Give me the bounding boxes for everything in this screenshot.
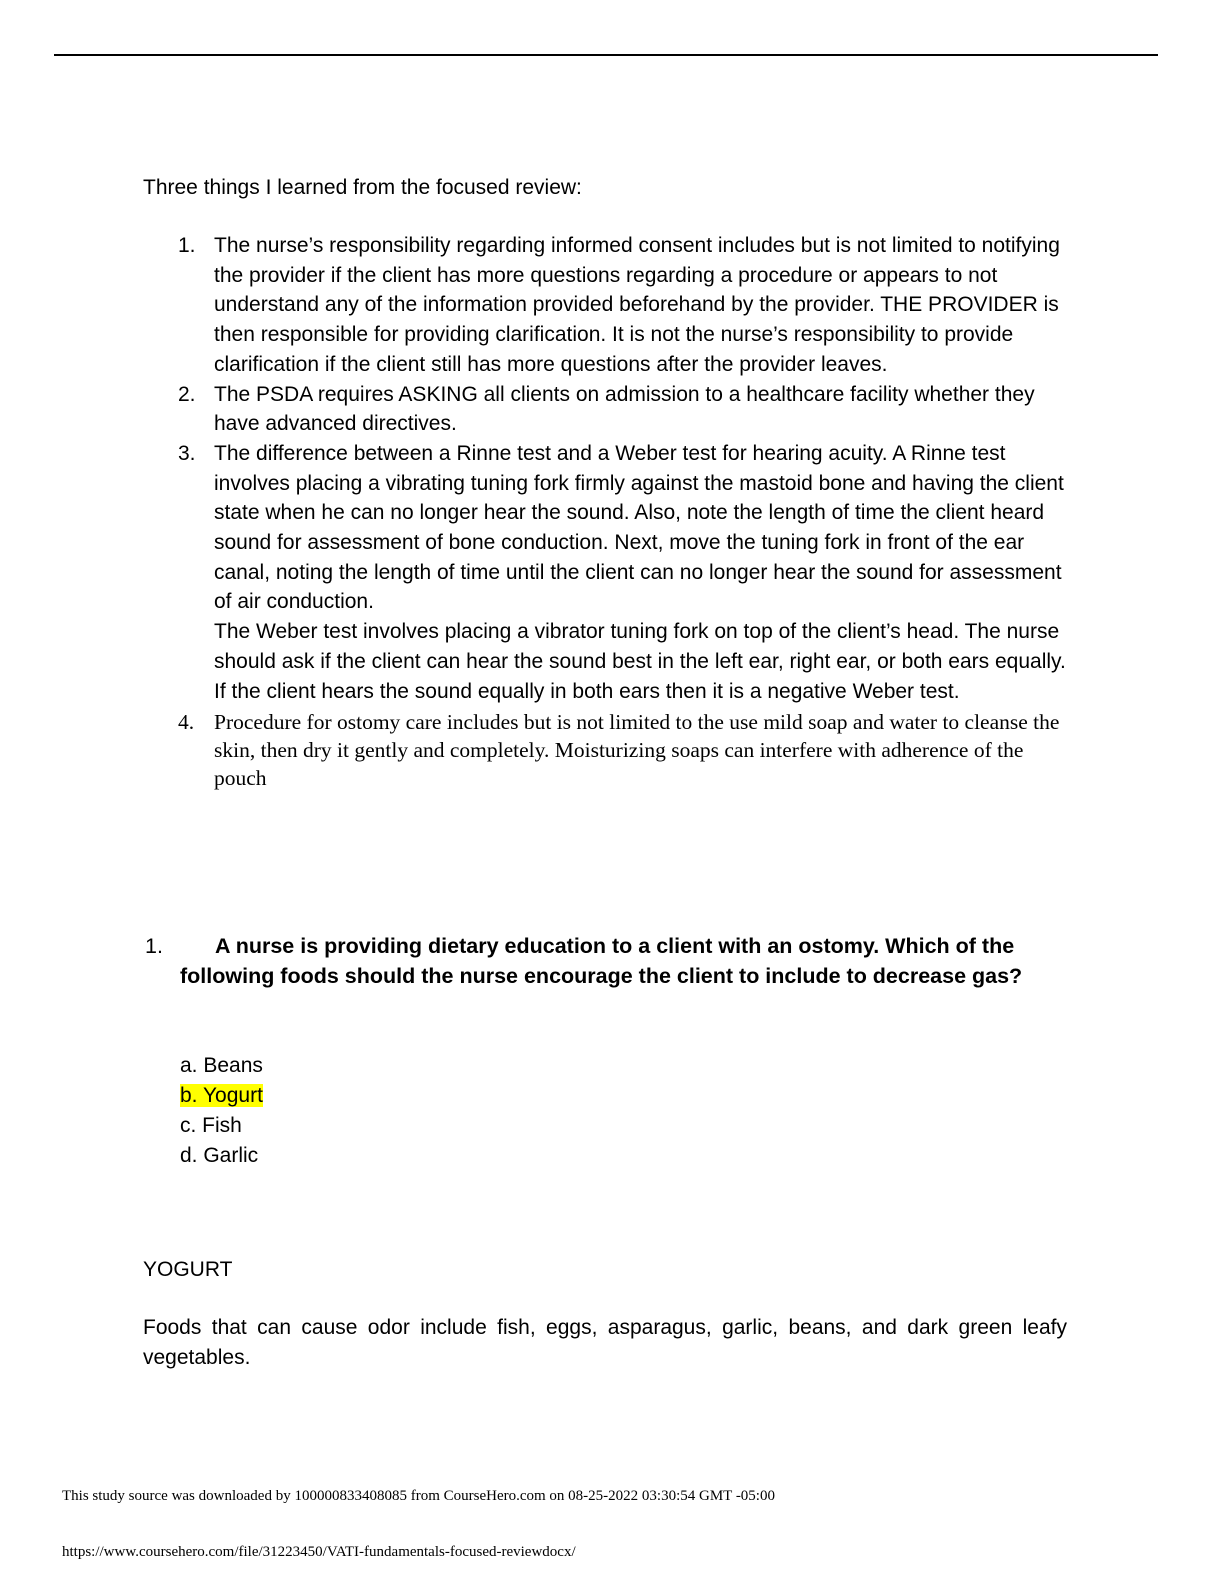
learned-item-3	[176, 439, 1076, 706]
option-label: b. Yogurt	[180, 1084, 263, 1107]
learned-item-number: 3.	[178, 441, 196, 465]
option-label: c. Fish	[180, 1114, 242, 1137]
footer-source-note: This study source was downloaded by 100000833408085 from CourseHero.com on 08-25-2022 03:30:54 GMT -05:00	[62, 1488, 775, 1504]
answer-options	[180, 1051, 263, 1171]
question-text: A nurse is providing dietary education to a client with an ostomy. Which of the following foods should the nurse encourage the client to include to decrease gas?	[180, 934, 1023, 988]
learned-item-number: 1.	[178, 234, 196, 257]
option-b	[180, 1081, 263, 1111]
learned-item-2	[176, 380, 1076, 439]
learned-item-number: 4.	[178, 710, 195, 735]
option-label: a. Beans	[180, 1054, 263, 1077]
top-rule	[54, 54, 1158, 56]
learned-item-text: The Weber test involves placing a vibrator tuning fork on top of the client’s head. The nurse should ask if the client can hear the sound best in the left ear, right ear, or both ears equally. If the client hears the sound equally in both ears then it is a negative Weber test.	[214, 620, 1066, 703]
option-label: d. Garlic	[180, 1144, 259, 1167]
learned-item-text: The PSDA requires ASKING all clients on admission to a healthcare facility whether they have advanced directives.	[214, 382, 1035, 436]
option-d	[180, 1141, 263, 1171]
footer-url[interactable]: https://www.coursehero.com/file/31223450/VATI-fundamentals-focused-reviewdocx/	[62, 1544, 576, 1560]
learned-item-1	[176, 231, 1076, 380]
intro-heading: Three things I learned from the focused review:	[143, 176, 582, 199]
option-c	[180, 1111, 263, 1141]
learned-item-number: 2.	[178, 382, 196, 406]
question-number: 1.	[145, 934, 163, 958]
learned-item-text: The difference between a Rinne test and a Weber test for hearing acuity. A Rinne test involves placing a vibrating tuning fork firmly against the mastoid bone and having the client state when he can no longer hear the sound. Also, note the length of time the client heard sound for assessment of bone conduction. Next, move the tuning fork in front of the ear canal, noting the length of time until the client can no longer hear the sound for assessment of air conduction.	[214, 441, 1064, 614]
learned-item-text: The nurse’s responsibility regarding informed consent includes but is not limited to notifying the provider if the client has more questions regarding a procedure or appears to not understand any of the information provided beforehand by the provider. THE PROVIDER is then responsible for providing clarification. It is not the nurse’s responsibility to provide clarification if the client still has more questions after the provider leaves.	[214, 234, 1060, 376]
option-a	[180, 1051, 263, 1081]
explanation-text: Foods that can cause odor include fish, eggs, asparagus, garlic, beans, and dark green leafy vegetables.	[143, 1316, 1067, 1369]
question	[145, 931, 1065, 991]
learned-list	[176, 231, 1076, 792]
learned-item-text: Procedure for ostomy care includes but is not limited to the use mild soap and water to cleanse the skin, then dry it gently and completely. Moisturizing soaps can interfere with adherence of the pouch	[214, 710, 1060, 791]
learned-item-4	[176, 708, 1076, 792]
answer-text: YOGURT	[143, 1258, 233, 1281]
